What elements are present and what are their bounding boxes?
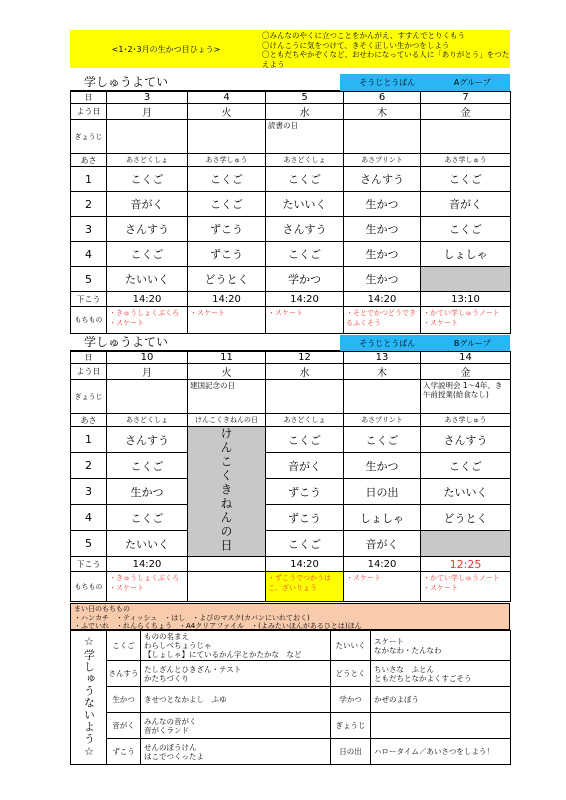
learning-content: きせつとなかよし ふゆ <box>141 687 331 713</box>
cleaning-label: そうじとうばん <box>359 338 416 348</box>
event-cell: 入学説明会 1～4年、き午前授業(給食なし) <box>421 380 511 414</box>
row-label: ぎょうじ <box>71 120 107 154</box>
event-cell <box>421 120 511 154</box>
weekday-cell: 月 <box>107 364 188 380</box>
subject-cell-empty <box>421 267 511 292</box>
subject-cell: 生かつ <box>344 453 421 479</box>
belongings-cell: ・かてい学しゅうノート ・スケート <box>421 307 511 334</box>
event-cell <box>344 120 421 154</box>
daily-items-line1: ・ハンカチ ・ティッシュ ・はし ・よびのマスク(カバンにいれておく) <box>74 613 310 622</box>
belongings-cell: ・スケート <box>266 307 344 334</box>
learning-content: たしざんとひきざん・テスト かたちづくり <box>141 661 331 687</box>
morning-cell: あさ学しゅう <box>421 154 511 167</box>
weekday-cell: 木 <box>344 364 421 380</box>
weekday-cell: 金 <box>421 364 511 380</box>
day-cell: 4 <box>188 92 266 104</box>
learning-subject: 生かつ <box>107 687 141 713</box>
subject-cell: 生かつ <box>344 192 421 217</box>
subject-cell: さんすう <box>421 427 511 453</box>
row-label: 下こう <box>71 292 107 307</box>
period-row <box>71 217 511 242</box>
day-cell: 10 <box>107 352 188 364</box>
period-number: 1 <box>71 167 107 192</box>
subject-cell: こくご <box>421 167 511 192</box>
weekday-cell: 木 <box>344 104 421 120</box>
learning-subject: 音がく <box>107 713 141 739</box>
day-row <box>71 352 511 364</box>
belongings-cell: ・きゅうしょくぶくろ ・スケート <box>107 307 188 334</box>
daily-items-box <box>70 603 510 630</box>
week2-group: Bグループ <box>453 338 491 348</box>
learning-subject: 日の出 <box>331 739 371 765</box>
subject-cell-empty <box>421 531 511 557</box>
morning-cell: あさプリント <box>344 414 421 427</box>
row-label: あさ <box>71 154 107 167</box>
dismissal-time: 14:20 <box>344 292 421 307</box>
subject-cell: 生かつ <box>344 217 421 242</box>
subject-cell: しょしゃ <box>421 242 511 267</box>
period-row <box>71 427 511 453</box>
subject-cell: こくご <box>107 453 188 479</box>
dismissal-row <box>71 292 511 307</box>
day-row <box>71 92 511 104</box>
learning-row <box>71 661 511 687</box>
goal-1: 〇みんなのやくに立つことをかんがえ、すすんでとりくもう <box>262 31 466 40</box>
subject-cell: こくご <box>188 192 266 217</box>
learning-subject: どうとく <box>331 661 371 687</box>
daily-items-line2: ・ふでいれ ・れんらくちょう ・A4クリアファイル ・(よみたいほんがあるひとは)ほん <box>74 622 362 630</box>
row-label: ぎょうじ <box>71 380 107 414</box>
morning-row <box>71 154 511 167</box>
event-cell <box>107 120 188 154</box>
belongings-row <box>71 307 511 334</box>
dismissal-time: 14:20 <box>107 292 188 307</box>
belongings-cell <box>188 572 266 602</box>
belongings-cell: ・きゅうしょくぶくろ ・スケート <box>107 572 188 602</box>
day-cell: 5 <box>266 92 344 104</box>
morning-cell: あさどくしょ <box>266 154 344 167</box>
belongings-cell: ・ずこうでつかうはこ、ざいりょう <box>266 572 344 602</box>
dismissal-row <box>71 557 511 572</box>
subject-cell: こくご <box>107 242 188 267</box>
period-row <box>71 167 511 192</box>
subject-cell: ずこう <box>188 217 266 242</box>
subject-cell: ずこう <box>266 505 344 531</box>
learning-subject: 学かつ <box>331 687 371 713</box>
day-cell: 3 <box>107 92 188 104</box>
week1-group-banner <box>340 74 510 91</box>
belongings-cell: ・かてい学しゅうノート ・スケート <box>421 572 511 602</box>
subject-cell: たいいく <box>107 531 188 557</box>
subject-cell: さんすう <box>107 217 188 242</box>
weekday-cell: 水 <box>266 104 344 120</box>
subject-cell: どうとく <box>188 267 266 292</box>
morning-cell: あさどくしょ <box>107 414 188 427</box>
learning-content: ちいさな ふとん ともだちとなかよくすごそう <box>371 661 511 687</box>
learning-table <box>70 630 511 765</box>
cleaning-label: そうじとうばん <box>359 78 416 87</box>
dismissal-time: 14:20 <box>107 557 188 572</box>
daily-items-title: まい日のもちもの <box>74 605 130 613</box>
subject-cell: こくご <box>266 167 344 192</box>
week1-table <box>70 91 511 334</box>
learning-content: ハロータイム／あいさつをしよう！ <box>371 739 511 765</box>
event-cell: 建国記念の日 <box>188 380 266 414</box>
subject-cell: 学かつ <box>266 267 344 292</box>
row-label: 日 <box>71 352 107 364</box>
morning-cell: あさ学しゅう <box>188 154 266 167</box>
weekday-cell: 火 <box>188 104 266 120</box>
learning-subject: たいいく <box>331 631 371 661</box>
period-row <box>71 531 511 557</box>
holiday-cell <box>188 427 266 557</box>
subject-cell: 音がく <box>421 192 511 217</box>
weekday-cell: 火 <box>188 364 266 380</box>
subject-cell: 日の出 <box>344 479 421 505</box>
dismissal-time: 14:20 <box>266 557 344 572</box>
subject-cell: ずこう <box>266 479 344 505</box>
goals-title: <1･2･3月の生かつ目ひょう> <box>111 44 221 54</box>
learning-content <box>371 713 511 739</box>
event-cell <box>266 380 344 414</box>
learning-content: スケート なかなわ・たんなわ <box>371 631 511 661</box>
learning-content: かぜのよぼう <box>371 687 511 713</box>
subject-cell: こくご <box>421 453 511 479</box>
belongings-cell: ・スケート <box>188 307 266 334</box>
subject-cell: こくご <box>266 427 344 453</box>
period-row <box>71 192 511 217</box>
learning-content: ものの名まえ わらしべちょうじゃ 【しょしゃ】にているかん字とかたかな など <box>141 631 331 661</box>
morning-cell: あさどくしょ <box>107 154 188 167</box>
period-row <box>71 479 511 505</box>
event-cell: 読書の日 <box>266 120 344 154</box>
row-label: 日 <box>71 92 107 104</box>
day-cell: 12 <box>266 352 344 364</box>
subject-cell: こくご <box>421 217 511 242</box>
learning-content: みんなの音がく 音がくランド <box>141 713 331 739</box>
period-number: 5 <box>71 267 107 292</box>
learning-row <box>71 631 511 661</box>
period-row <box>71 242 511 267</box>
row-label: もちもの <box>71 307 107 334</box>
morning-row <box>71 414 511 427</box>
subject-cell: たいいく <box>266 192 344 217</box>
event-cell <box>188 120 266 154</box>
subject-cell: 生かつ <box>107 479 188 505</box>
subject-cell: こくご <box>107 505 188 531</box>
week1-group: Aグループ <box>453 78 491 87</box>
row-label: もちもの <box>71 572 107 602</box>
learning-subject: ずこう <box>107 739 141 765</box>
goal-3: 〇ともだちやかぞくなど、おせわになっている人に「ありがとう」をつたえよう <box>262 50 510 69</box>
day-cell: 14 <box>421 352 511 364</box>
subject-cell: こくご <box>188 167 266 192</box>
learning-row <box>71 687 511 713</box>
learning-row <box>71 713 511 739</box>
event-cell <box>107 380 188 414</box>
subject-cell: しょしゃ <box>344 505 421 531</box>
goals-banner <box>70 30 510 68</box>
morning-cell: あさ学しゅう <box>421 414 511 427</box>
goal-2: 〇けんこうに気をつけて、きそく正しい生かつをしよう <box>262 40 450 50</box>
subject-cell: たいいく <box>421 479 511 505</box>
learning-subject: こくご <box>107 631 141 661</box>
subject-cell: 音がく <box>107 192 188 217</box>
morning-cell: あさどくしょ <box>266 414 344 427</box>
subject-cell: こくご <box>344 427 421 453</box>
week2-table <box>70 351 511 602</box>
period-number: 5 <box>71 531 107 557</box>
subject-cell: どうとく <box>421 505 511 531</box>
dismissal-time: 14:20 <box>188 292 266 307</box>
period-row <box>71 453 511 479</box>
event-cell <box>344 380 421 414</box>
period-number: 2 <box>71 453 107 479</box>
period-number: 2 <box>71 192 107 217</box>
period-number: 4 <box>71 505 107 531</box>
weekday-cell: 金 <box>421 104 511 120</box>
period-row <box>71 505 511 531</box>
subject-cell: 生かつ <box>344 242 421 267</box>
week2-title: 学しゅうよてい <box>84 335 169 349</box>
period-number: 4 <box>71 242 107 267</box>
weekday-row <box>71 104 511 120</box>
dismissal-time <box>188 557 266 572</box>
period-number: 3 <box>71 217 107 242</box>
period-row <box>71 267 511 292</box>
subject-cell: こくご <box>266 242 344 267</box>
day-cell: 7 <box>421 92 511 104</box>
subject-cell: さんすう <box>266 217 344 242</box>
subject-cell: 音がく <box>344 531 421 557</box>
weekday-row <box>71 364 511 380</box>
belongings-cell: ・スケート <box>344 572 421 602</box>
day-cell: 13 <box>344 352 421 364</box>
row-label: よう日 <box>71 104 107 120</box>
subject-cell: さんすう <box>344 167 421 192</box>
week2-header <box>70 335 340 351</box>
weekday-cell: 水 <box>266 364 344 380</box>
subject-cell: 生かつ <box>344 267 421 292</box>
subject-cell: さんすう <box>107 427 188 453</box>
events-row <box>71 380 511 414</box>
dismissal-time: 14:20 <box>344 557 421 572</box>
row-label: 下こう <box>71 557 107 572</box>
week1-title: 学しゅうよてい <box>84 75 169 89</box>
dismissal-time: 14:20 <box>266 292 344 307</box>
subject-cell: こくご <box>266 531 344 557</box>
weekday-cell: 月 <box>107 104 188 120</box>
period-number: 1 <box>71 427 107 453</box>
morning-cell: あさプリント <box>344 154 421 167</box>
subject-cell: ずこう <box>188 242 266 267</box>
day-cell: 11 <box>188 352 266 364</box>
goals-list <box>262 30 510 68</box>
dismissal-time: 12:25 <box>421 557 511 572</box>
learning-subject: さんすう <box>107 661 141 687</box>
period-number: 3 <box>71 479 107 505</box>
dismissal-time: 13:10 <box>421 292 511 307</box>
events-row <box>71 120 511 154</box>
belongings-row <box>71 572 511 602</box>
subject-cell: たいいく <box>107 267 188 292</box>
row-label: あさ <box>71 414 107 427</box>
learning-row <box>71 739 511 765</box>
week2-group-banner <box>340 335 510 351</box>
learning-content: せんのぼうけん はこでつくったよ <box>141 739 331 765</box>
learning-subject: ぎょうじ <box>331 713 371 739</box>
subject-cell: こくご <box>107 167 188 192</box>
row-label: よう日 <box>71 364 107 380</box>
belongings-cell: ・そとでかつどうできるふくそう <box>344 307 421 334</box>
week1-header <box>70 74 340 91</box>
subject-cell: 音がく <box>266 453 344 479</box>
learning-side-label <box>71 631 107 765</box>
day-cell: 6 <box>344 92 421 104</box>
learning-title: ☆学しゅうないよう☆ <box>82 634 96 759</box>
holiday-label: けんこくきねんの日 <box>219 427 233 553</box>
morning-cell: けんこくきねんの日 <box>188 414 266 427</box>
